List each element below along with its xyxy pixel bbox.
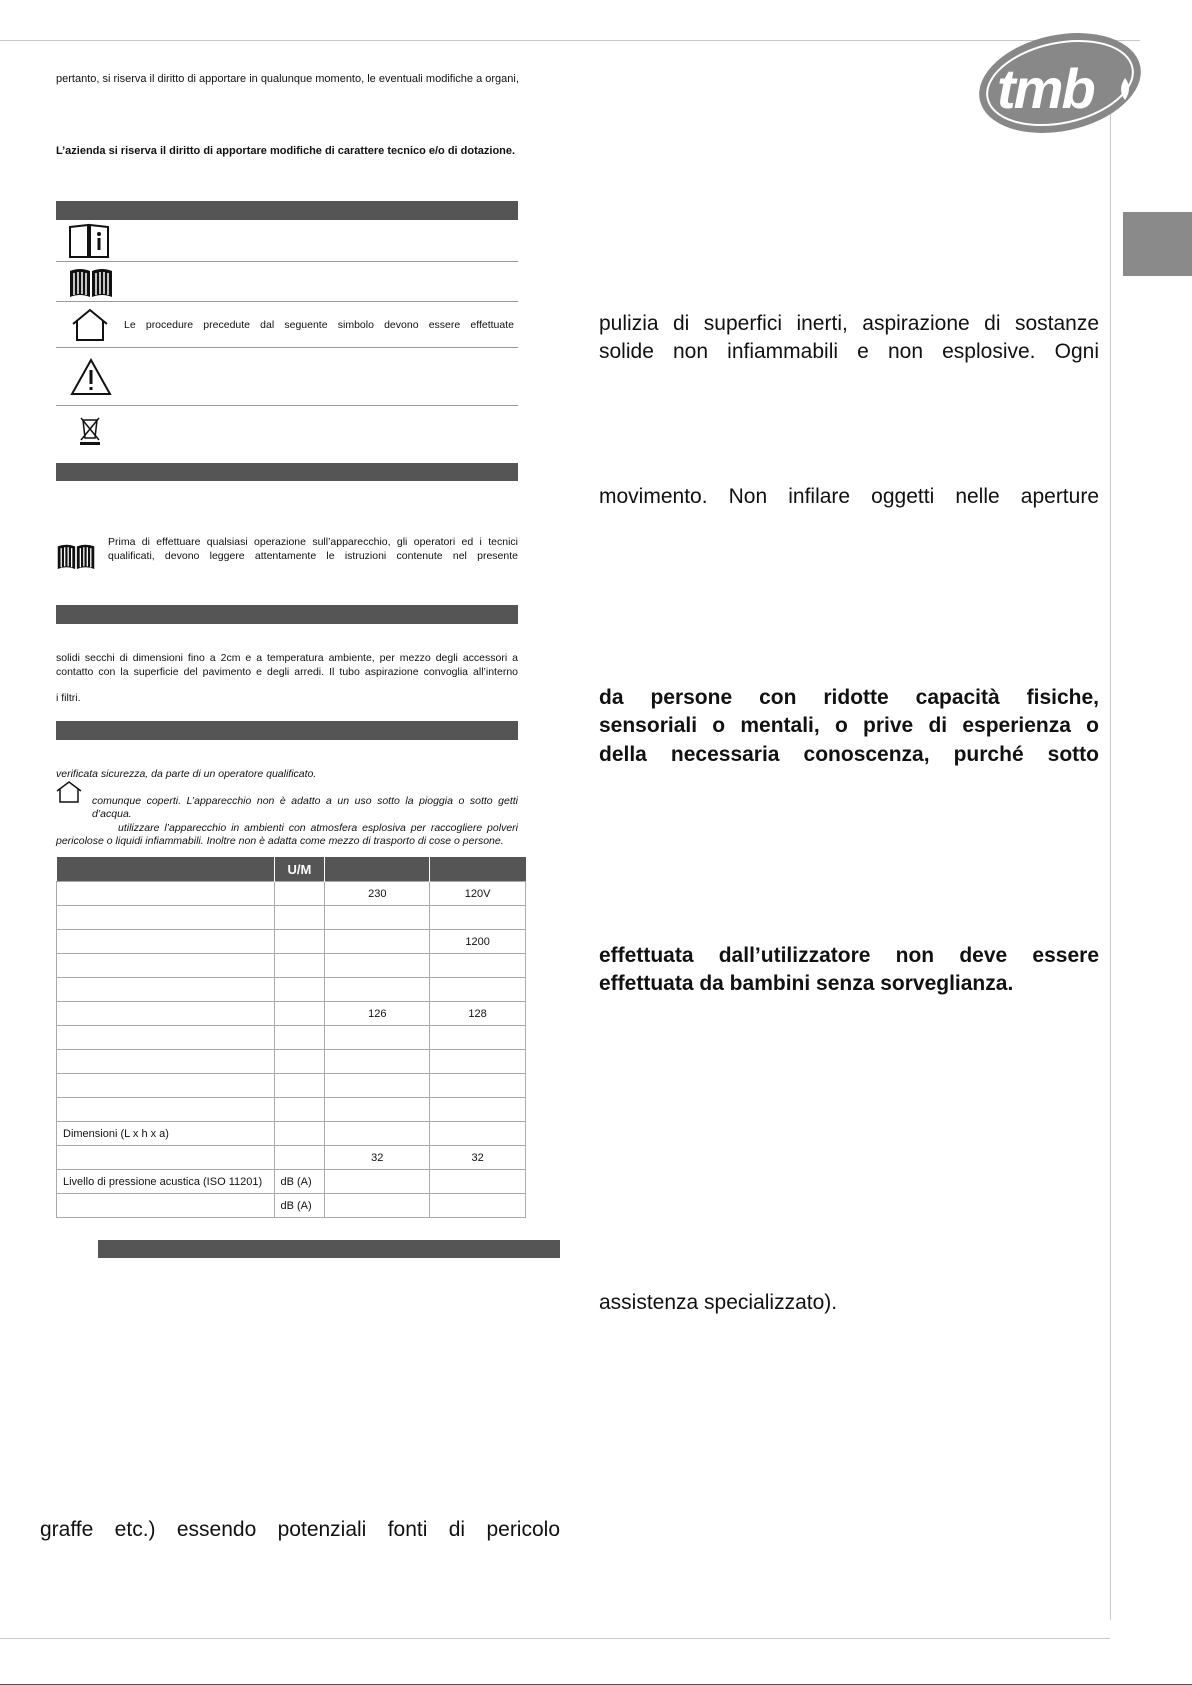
symbols-header-bar [56,201,518,220]
table-cell [274,1026,325,1050]
table-cell: 1200 [430,930,526,954]
table-header-cell [430,857,526,882]
table-cell: 126 [325,1002,430,1026]
table-cell [325,1170,430,1194]
table-cell [274,1122,325,1146]
manual-notice: Prima di effettuare qualsiasi operazione sull’apparecchio, gli operatori ed i tecnici qualificati, devono leggere attentamente le istruzioni contenute nel presente [108,536,518,562]
table-cell [325,930,430,954]
brand-logo [975,18,1145,143]
table-cell [325,1122,430,1146]
table-cell [274,978,325,1002]
table-header-cell [57,857,275,882]
safety-line-3: d’acqua. [92,808,132,820]
info-book-icon [68,223,110,264]
table-cell [430,1050,526,1074]
usage-line-2: contatto con la superficie del pavimento e degli arredi. Il tubo aspirazione convoglia all’interno [56,666,518,678]
right-p4-line1: effettuata dall’utilizzatore non deve essere [599,944,1099,967]
table-cell [430,1194,526,1218]
table-cell [325,1026,430,1050]
disclaimer: L’azienda si riserva il diritto di apportare modifiche di carattere tecnico e/o di dotazione. [56,145,516,157]
intro-line: pertanto, si riserva il diritto di apportare in qualunque momento, le eventuali modifiche a organi, [56,73,519,85]
bottom-rule [0,1638,1110,1639]
table-cell: Livello di pressione acustica (ISO 11201) [57,1170,275,1194]
table-cell [430,1074,526,1098]
right-p3-line2: sensoriali o mentali, o prive di esperienza o [599,714,1099,737]
logo-text: tmb [997,57,1094,120]
table-cell [57,1002,275,1026]
table-cell [274,906,325,930]
manual-notice-icon [56,540,96,577]
section-tab [1123,212,1192,276]
section-bar-5 [98,1240,560,1258]
table-cell [430,906,526,930]
table-header-row [57,857,526,882]
table-cell [430,1026,526,1050]
symbol-row-house [56,302,518,348]
right-p1-line2: solide non infiammabili e non esplosive. Ogni [599,340,1099,363]
table-cell: dB (A) [274,1194,325,1218]
table-cell: Dimensioni (L x h x a) [57,1122,275,1146]
table-cell [430,954,526,978]
table-cell [274,930,325,954]
table-cell [57,978,275,1002]
top-rule [0,40,1140,41]
table-header-cell [325,857,430,882]
section-bar-3 [56,605,518,624]
table-cell [57,1074,275,1098]
table-cell [274,1146,325,1170]
table-cell [325,1074,430,1098]
weee-bin-icon [78,414,102,451]
table-row [57,1026,526,1050]
table-row [57,1146,526,1170]
right-p4-line2: effettuata da bambini senza sorveglianza. [599,972,1014,995]
warning-icon [70,358,112,401]
section-bar-2 [56,463,518,481]
table-cell: 120V [430,882,526,906]
manual-book-icon [68,265,114,304]
table-row [57,1098,526,1122]
symbol-row-weee [56,406,518,449]
table-cell [57,954,275,978]
right-p5-line1: assistenza specializzato). [599,1291,838,1314]
table-header-cell: U/M [274,857,325,882]
table-cell [325,978,430,1002]
safety-line-5: pericolose o liquidi infiammabili. Inoltre non è adatta come mezzo di trasporto di cose o persone. [56,835,504,847]
table-cell [430,1122,526,1146]
technical-data-table [56,857,526,1218]
left-bottom-text: graffe etc.) essendo potenziali fonti di pericolo [40,1518,560,1541]
table-cell [274,1074,325,1098]
safety-line-2: comunque coperti. L’apparecchio non è adatto a un uso sotto la pioggia o sotto getti [92,795,518,807]
table-cell [57,930,275,954]
house-symbol-text: Le procedure precedute dal seguente simbolo devono essere effettuate [124,319,514,331]
safety-line-4: utilizzare l’apparecchio in ambienti con atmosfera esplosiva per raccogliere polveri [118,822,518,834]
table-cell [325,954,430,978]
right-p2-line1: movimento. Non infilare oggetti nelle aperture [599,485,1099,508]
table-row [57,930,526,954]
table-cell: 32 [430,1146,526,1170]
safety-line-1: verificata sicurezza, da parte di un operatore qualificato. [56,768,317,780]
table-row [57,978,526,1002]
table-cell [274,1002,325,1026]
usage-line-3: i filtri. [56,692,81,704]
table-cell [274,954,325,978]
table-cell: 128 [430,1002,526,1026]
table-row [57,1122,526,1146]
table-row [57,1050,526,1074]
table-row [57,1194,526,1218]
right-p3-line1: da persone con ridotte capacità fisiche, [599,686,1099,709]
symbol-row-warning [56,348,518,406]
table-cell [57,1194,275,1218]
table-cell [325,1098,430,1122]
table-cell [57,1026,275,1050]
table-row [57,954,526,978]
house-icon [71,308,109,347]
symbol-row-info [56,220,518,262]
table-cell [57,906,275,930]
table-cell [430,978,526,1002]
table-cell [430,1098,526,1122]
table-cell [274,1050,325,1074]
table-cell: dB (A) [274,1170,325,1194]
table-cell: 230 [325,882,430,906]
table-cell [57,882,275,906]
table-row [57,906,526,930]
table-cell [325,1050,430,1074]
right-p3-line3: della necessaria conoscenza, purché sotto [599,743,1099,766]
table-cell [325,1194,430,1218]
right-rule [1110,40,1111,1620]
table-cell: 32 [325,1146,430,1170]
table-row [57,1170,526,1194]
section-bar-4 [56,721,518,740]
table-cell [430,1170,526,1194]
table-row [57,1074,526,1098]
table-cell [57,1098,275,1122]
table-cell [274,1098,325,1122]
table-cell [325,906,430,930]
symbol-row-manual [56,262,518,302]
table-cell [274,882,325,906]
table-cell [57,1050,275,1074]
usage-line-1: solidi secchi di dimensioni fino a 2cm e a temperatura ambiente, per mezzo degli accessori a [56,652,518,664]
safety-house-icon [56,781,82,808]
table-row [57,1002,526,1026]
table-row [57,882,526,906]
right-p1-line1: pulizia di superfici inerti, aspirazione di sostanze [599,312,1099,335]
table-cell [57,1146,275,1170]
